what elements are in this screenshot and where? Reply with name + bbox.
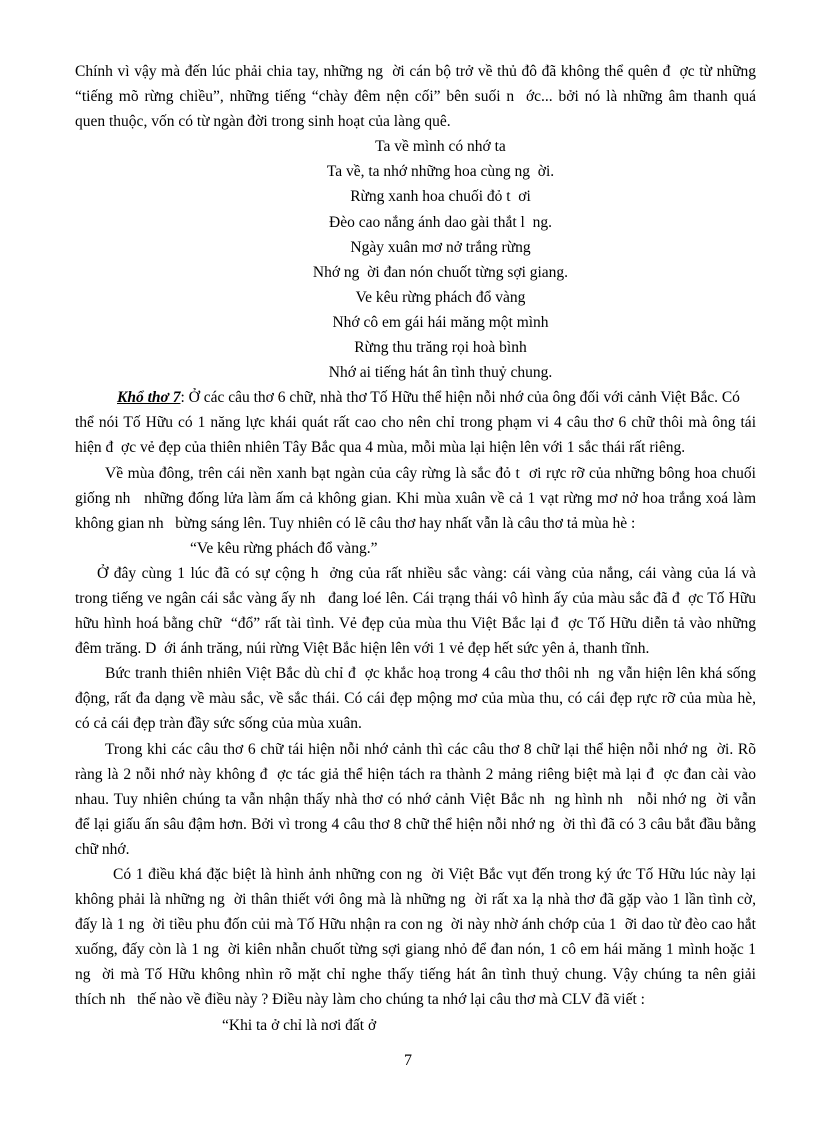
paragraph [75,737,756,862]
text-line: Về mùa đông, trên cái nền xanh bạt ngàn của cây rừng là sắc đỏ t ơi rực rỡ của những bông hoa chuối [105,464,756,482]
text-line: giống nh những đống lửa làm ấm cả không gian. Khi mùa xuân về cả 1 vạt rừng mơ nở hoa trắng xoá làm [75,489,756,507]
document-page [75,59,756,1038]
text-line: hiện đ ợc vẻ đẹp của thiên nhiên Tây Bắc qua 4 mùa, mỗi mùa lại hiện lên với 1 sắc thái rất riêng. [75,439,686,457]
text-line: Ở đây cùng 1 lúc đã có sự cộng h ởng của rất nhiều sắc vàng: cái vàng của nắng, cái vàng của lá và [97,564,756,582]
text-line: động, rất đa dạng về màu sắc, về sắc thái. Có cái đẹp mộng mơ của mùa thu, có cái đẹp rực rỡ của mùa hè, [75,690,756,708]
text-line: thích nh thế nào về điều này ? Điều này làm cho chúng ta nhớ lại câu thơ mà CLV đã viết : [75,991,645,1009]
poem-line: Ta về mình có nhớ ta [375,138,506,156]
text-line: nhau. Tuy nhiên chúng ta vẫn nhận thấy nhà thơ có nhớ cảnh Việt Bắc nh ng hình nh nỗi nhớ ng ời vẫn [75,790,756,808]
text-line: quen thuộc, vốn có từ ngàn đời trong sinh hoạt của làng quê. [75,113,451,131]
section-label: Khổ thơ 7 [117,389,181,407]
text-line: Trong khi các câu thơ 6 chữ tái hiện nỗi nhớ cảnh thì các câu thơ 8 chữ lại thể hiện nỗi nhớ ng ời. Rõ [105,740,756,758]
text-line: không phải là những ng ời thân thiết với ông mà là những ng ời rất xa lạ nhà thơ đã gặp vào 1 lần tình cờ, [75,891,756,909]
text-line: đấy là 1 ng ời tiều phu đốn củi mà Tố Hữu nhận ra con ng ời này nhờ ánh chớp của 1 ỡi dao từ đèo cao hắt [75,916,756,934]
poem-line: Ta về, ta nhớ những hoa cùng ng ời. [326,163,555,181]
paragraph [75,862,756,1013]
poem-line: Đèo cao nắng ánh dao gài thắt l ng. [329,213,552,231]
text-line: có cả cái đẹp tràn đầy sức sống của mùa xuân. [75,715,362,733]
poem-line: Nhớ ng ời đan nón chuốt từng sợi giang. [312,263,569,281]
text-line: ràng là 2 nỗi nhớ này không đ ợc tác giả thể hiện tách ra thành 2 mảng riêng biệt mà lại đ ợc đan cài vào [75,765,756,783]
poem-block [75,134,756,385]
text-line: trong tiếng ve ngân cái sắc vàng ấy nh đang loé lên. Cái trạng thái vô hình ấy của màu sắc đã đ ợc Tố Hữu [75,589,756,607]
poem-line: Ngày xuân mơ nở trắng rừng [350,238,531,256]
quote-line: “Ve kêu rừng phách đổ vàng.” [190,539,378,557]
paragraph [75,661,756,736]
text-line: Có 1 điều khá đặc biệt là hình ảnh những con ng ời Việt Bắc vụt đến trong ký ức Tố Hữu lúc này lại [113,866,756,883]
text-line: để lại giấu ấn sâu đậm hơn. Bởi vì trong 4 câu thơ 8 chữ thể hiện nỗi nhớ ng ời thì đã có 3 câu bắt đầu bằng [75,815,756,833]
text-line: Chính vì vậy mà đến lúc phải chia tay, những ng ời cán bộ trở về thủ đô đã không thể quên đ ợc từ những [75,63,756,80]
text-line [75,385,756,410]
quote-line: “Khi ta ở chỉ là nơi đất ở [222,1016,377,1034]
poem-line: Ve kêu rừng phách đổ vàng [355,288,526,306]
text-line: đêm trăng. D ới ánh trăng, núi rừng Việt Bắc hiện lên với 1 vẻ đẹp hết sức yên ả, thanh tĩnh. [75,640,650,658]
poem-line: Nhớ cô em gái hái măng một mình [332,313,549,331]
paragraph [75,59,756,134]
poem-line: Nhớ ai tiếng hát ân tình thuỷ chung. [328,364,553,382]
poem-line: Rừng thu trăng rọi hoà bình [354,339,527,357]
text-line: xuống, đấy còn là 1 ng ời kiên nhẫn chuốt từng sợi giang nhỏ để đan nón, 1 cô em hái măng 1 mình hoặc 1 [75,941,756,959]
page-number: 7 [404,1052,412,1069]
text-line: “tiếng mõ rừng chiều”, những tiếng “chày đêm nện cối” bên suối n ớc... bởi nó là những âm thanh quá [75,88,756,106]
paragraph-kho-tho-7 [75,385,756,460]
text-line: không gian nh bừng sáng lên. Tuy nhiên có lẽ câu thơ hay nhất vẫn là câu thơ tả mùa hè : [75,514,636,532]
text-line: thể nói Tố Hữu có 1 năng lực khái quát rất cao cho nên chỉ trong phạm vi 4 câu thơ 6 chữ thôi mà ông tái [75,414,756,432]
paragraph [75,561,756,661]
text-line: chữ nhớ. [75,840,130,858]
paragraph [75,461,756,536]
text-span: : Ở các câu thơ 6 chữ, nhà thơ Tố Hữu thể hiện nỗi nhớ của ông đối với cảnh Việt Bắc. Có [180,389,740,407]
text-line: hữu hình hoá bằng chữ “đổ” rất tài tình. Vẻ đẹp của mùa thu Việt Bắc lại đ ợc Tố Hữu diễn tả vào những [75,615,756,633]
poem-line: Rừng xanh hoa chuối đỏ t ơi [350,188,531,206]
text-line: Bức tranh thiên nhiên Việt Bắc dù chỉ đ ợc khắc hoạ trong 4 câu thơ thôi nh ng vẫn hiện lên khá sống [105,665,756,683]
text-line: ng ời mà Tố Hữu không nhìn rõ mặt chỉ nghe thấy tiếng hát ân tình thuỷ chung. Vậy chúng ta nên giải [75,966,756,984]
